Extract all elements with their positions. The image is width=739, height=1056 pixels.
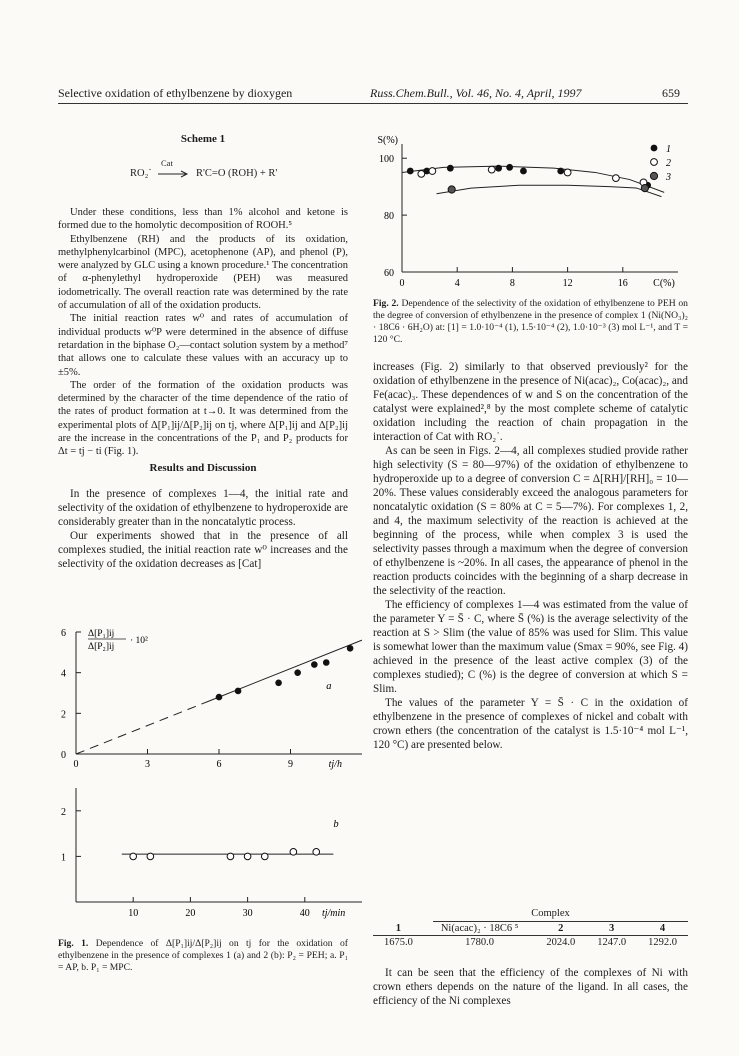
fig1-caption-text: Dependence of Δ[P₁]ij/Δ[P₂]ij on tj for the oxidation of ethylbenzene in the presence of complexes 1 (a) and 2 (b): P₂ = PEH; a. P₁ = AP, b. P₁ = MPC. [58, 938, 348, 973]
legend-marker [651, 159, 658, 166]
trend-curve [402, 166, 664, 192]
y-tick-label: 4 [61, 668, 66, 680]
table-caption: Complex [531, 908, 570, 919]
scheme-equation [130, 158, 330, 192]
legend-marker [650, 172, 657, 179]
y-tick-label: 0 [61, 750, 66, 761]
complex-table [373, 922, 688, 949]
legend-label: 1 [666, 144, 671, 155]
x-tick-label: 6 [216, 759, 222, 770]
page-number: 659 [662, 86, 680, 100]
data-point [235, 688, 242, 695]
y-axis-label: S(%) [377, 135, 398, 146]
table-header: 2 [558, 923, 564, 934]
journal-citation: Russ.Chem.Bull., Vol. 46, No. 4, April, 1997 [370, 86, 582, 100]
data-point [520, 168, 527, 175]
figure-1 [40, 618, 370, 930]
section-heading: Results and Discussion [149, 462, 257, 474]
data-point [227, 853, 234, 860]
reaction-arrow-icon [157, 168, 189, 180]
y-tick-label: 60 [384, 268, 394, 279]
scheme-lhs: RO₂˙ [130, 168, 152, 179]
table-cell: 2024.0 [546, 937, 576, 948]
y-label-denominator: Δ[P₂]ij [88, 642, 115, 652]
x-tick-label: 20 [185, 908, 196, 919]
data-point [613, 175, 620, 182]
data-point [147, 853, 154, 860]
data-point [347, 645, 354, 652]
x-tick-label: 0 [73, 759, 79, 770]
y-tick-label: 80 [384, 211, 394, 223]
data-point [275, 680, 282, 687]
legend-marker [651, 145, 658, 152]
data-point [130, 853, 137, 860]
legend-label: 2 [666, 158, 671, 169]
x-axis-label: tj/min [321, 908, 346, 919]
panel-label: b [333, 818, 339, 830]
x-tick-label: 8 [509, 278, 515, 289]
data-point [261, 853, 268, 860]
paragraph: The values of the parameter Y = S̄ · C in the oxidation of ethylbenzene in the presence of complexes of nickel and cobalt with crown ethers (the concentration of the catalyst is 1.5·10⁻⁴ mol L⁻¹, 120 °C) are presented below. [373, 697, 688, 751]
data-point [429, 168, 436, 175]
data-point [311, 661, 318, 668]
paragraph: The order of the formation of the oxidation products was determined by the character of the time dependence of the ratio of the rates of product formation at t→0. It was determined from the experimental plots of Δ[P₁]ij/Δ[P₂]ij on tj, where Δ[P₁]ij and Δ[P₂]ij are the increase in the concentrations of the P₁ and P₂ products for Δt = tj − ti (Fig. 1). [58, 379, 348, 458]
data-point [641, 184, 648, 191]
paragraph: The initial reaction rates w⁰ and rates of accumulation of individual products w⁰P were determined in the absence of diffuse retardation in the biphase O₂—contact solution system by a method⁷ that allows one to calculate these values with an accuracy up to ±5%. [58, 313, 348, 378]
data-point [448, 186, 455, 193]
data-point [294, 669, 301, 676]
paragraph: In the presence of complexes 1—4, the initial rate and selectivity of the oxidation of ethylbenzene to hydroperoxide are considerably greater than in the noncatalytic process. [58, 488, 348, 528]
x-tick-label: 0 [399, 278, 405, 289]
data-point [244, 853, 251, 860]
x-axis-label: C(%) [653, 278, 675, 289]
results-body [58, 487, 348, 571]
data-point [447, 165, 454, 172]
data-point [488, 166, 495, 173]
data-point [418, 170, 425, 177]
scheme-arrow-label: Cat [161, 158, 173, 168]
running-title: Selective oxidation of ethylbenzene by dioxygen [58, 86, 293, 100]
x-tick-label: 40 [299, 908, 310, 919]
panel-label: a [326, 680, 332, 692]
y-tick-label: 100 [379, 154, 394, 166]
table-header: 1 [395, 923, 402, 934]
data-point [313, 849, 320, 856]
fig1-panel-a [61, 628, 362, 770]
data-point [564, 169, 571, 176]
x-tick-label: 3 [145, 759, 150, 770]
y-tick-label: 2 [61, 709, 66, 721]
y-tick-label: 1 [61, 852, 66, 864]
scheme-title: Scheme 1 [180, 133, 226, 145]
table-header: 3 [609, 923, 615, 934]
x-tick-label: 16 [617, 278, 628, 289]
header-rule [58, 103, 688, 104]
fig2-plot [377, 135, 678, 289]
y-tick-label: 6 [61, 628, 66, 639]
x-tick-label: 4 [454, 278, 460, 289]
x-tick-label: 10 [128, 908, 139, 919]
table-cell: 1675.0 [383, 937, 413, 948]
table-row [373, 922, 688, 936]
closing-paragraph [373, 966, 688, 1008]
scheme-rhs: R'C=O (ROH) + R' [196, 168, 278, 179]
fig2-caption-text: Dependence of the selectivity of the oxidation of ethylbenzene to PEH on the degree of conversion of ethylbenzene in the presence of complex 1 (Ni(NO₃)₂ · 18C6 · 6H₂O) at: [1] = 1.0·10⁻⁴ (1), 1.5·10⁻⁴ (2), 1.0·10⁻³ (3) mol L⁻¹, and T = 120 °C. [373, 298, 688, 345]
y-label-factor: · 10² [130, 636, 148, 646]
table-cell: 1292.0 [648, 937, 677, 948]
table-cell: 1247.0 [597, 937, 627, 948]
table-cell: 1780.0 [465, 937, 495, 948]
fig2-caption-label: Fig. 2. [373, 298, 399, 309]
complex-table-block [373, 908, 688, 949]
data-point [407, 168, 414, 175]
data-point [506, 164, 513, 171]
fig1-panel-b [61, 788, 362, 919]
trend-curve [437, 185, 662, 196]
fig1-caption [58, 938, 348, 974]
fig1-caption-label: Fig. 1. [58, 938, 89, 949]
paragraph: Under these conditions, less than 1% alcohol and ketone is formed due to the homolytic decomposition of ROOH.⁵ [58, 207, 348, 232]
data-point [323, 659, 330, 666]
paragraph: As can be seen in Figs. 2—4, all complexes studied provide rather high selectivity (S = 80—97%) of the oxidation of ethylbenzene to hydroperoxide up to a degree of conversion C = Δ[RH]/[RH]₀ = 10—20%. These values considerably exceed the analogous parameters for noncatalytic oxidation (S = 80% at C = 5—7%). For complexes 1, 2, and 4, the maximum selectivity of the reaction is achieved at the beginning of the process, while when complex 3 is used the selectivity passes through a maximum when the degree of conversion of ethylbenzene is ~20%. In all cases, the appearance of phenol in the reaction products coincides with the beginning of a sharp decrease in the selectivity of the reaction. [373, 445, 688, 597]
extrapolation-line [76, 701, 209, 754]
x-tick-label: 12 [562, 278, 573, 289]
table-header: 4 [659, 923, 666, 934]
paragraph: Ethylbenzene (RH) and the products of its oxidation, methylphenylcarbinol (MPC), acetophenone (AP), and phenol (P), were analyzed by GLC using a known procedure.¹ The concentration of α-phenylethyl hydroperoxide (PEH) was measured iodometrically. The overall reaction rate was determined by the rate of accumulation of all of the oxidation products. [58, 233, 348, 312]
data-point [216, 694, 223, 701]
figure-2 [360, 126, 690, 294]
left-column-body [58, 206, 348, 459]
data-point [495, 165, 502, 172]
x-axis-label: tj/h [328, 759, 342, 770]
legend-label: 3 [666, 172, 671, 183]
table-header: Ni(acac)₂ · 18C6 ⁵ [440, 923, 519, 934]
right-column-body [373, 360, 688, 752]
y-tick-label: 2 [61, 806, 66, 818]
data-point [557, 168, 564, 175]
table-row [373, 936, 688, 950]
paragraph: It can be seen that the efficiency of the complexes of Ni with crown ethers depends on the nature of the ligand. In all cases, the efficiency of the Ni complexes [373, 967, 688, 1007]
x-tick-label: 30 [242, 908, 253, 919]
data-point [290, 849, 297, 856]
x-tick-label: 9 [288, 759, 293, 770]
paragraph: increases (Fig. 2) similarly to that observed previously² for the oxidation of ethylbenzene in the presence of Ni(acac)₂, Co(acac)₂, and Fe(acac)₃. These dependences of w and S on the concentration of the catalyst were explained²,⁸ by the most complete scheme of catalytic oxidation including the reaction of chain propagation in the interaction of Cat with RO₂˙. [373, 361, 688, 443]
fit-line [209, 640, 362, 701]
y-label-numerator: Δ[P₁]ij [88, 629, 115, 639]
fig2-caption [373, 298, 688, 346]
paragraph: The efficiency of complexes 1—4 was estimated from the value of the parameter Y = S̄ · C, where S̄ (%) is the average selectivity of the reaction at S > Slim (the value of 85% was used for Slim. This value is somewhat lower than the maximum value (Smax = 90%, see Fig. 4) achieved in the presence of the least active complex (3) of the complexes studied); C (%) is the degree of conversion at which S = Slim. [373, 599, 688, 695]
paragraph: Our experiments showed that in the presence of all complexes studied, the initial reaction rate w⁰ increases and the selectivity of the oxidation decreases as [Cat] [58, 530, 348, 570]
